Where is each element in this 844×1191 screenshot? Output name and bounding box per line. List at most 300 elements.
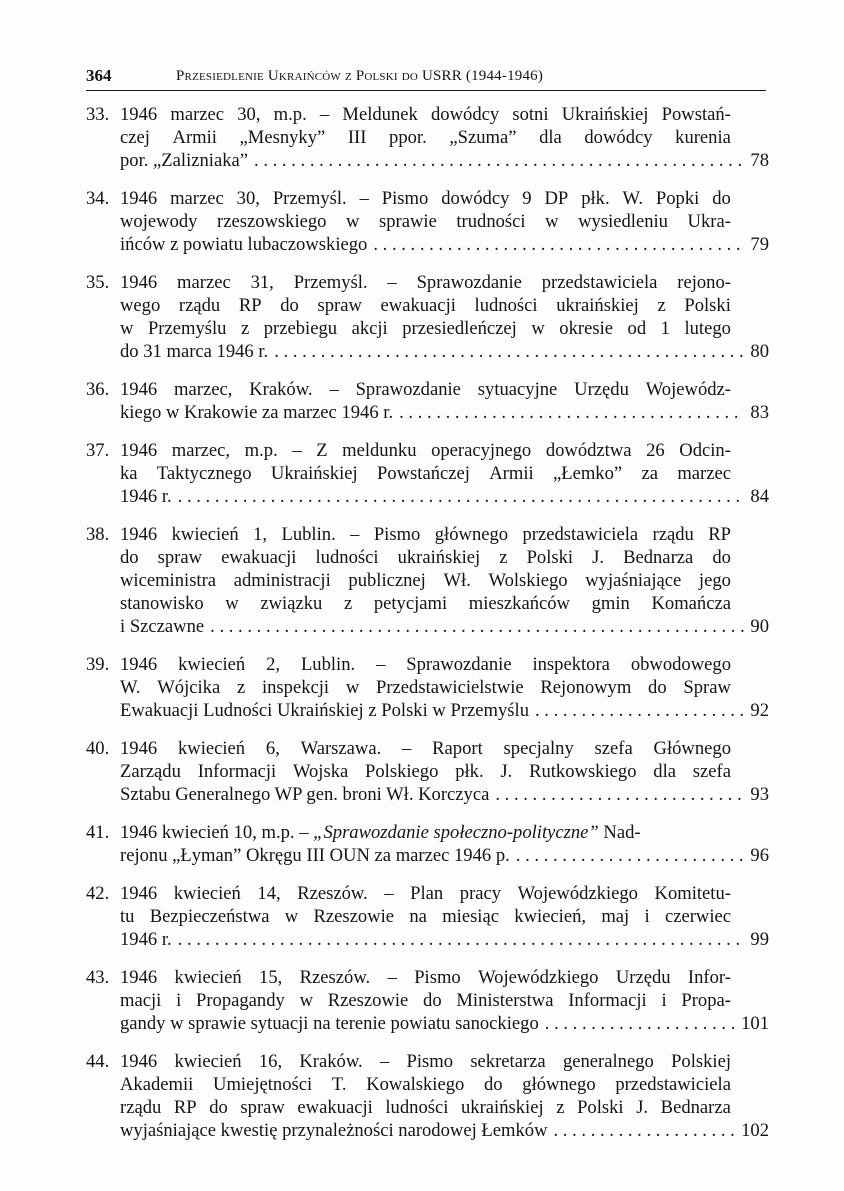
entry-line [120,966,769,989]
word: Wojewódzkiego [517,883,638,904]
word: do [648,677,667,698]
entry-line [120,233,769,256]
word: Pismo [381,188,429,209]
word: m.p. [244,440,278,461]
contents-list [86,103,769,1157]
word: 1946 [120,738,158,759]
word: kwiecień [174,967,242,988]
contents-entry [86,523,769,638]
page-reference: 78 [750,150,769,171]
dot-leader [516,844,745,867]
dot-leader [373,233,744,256]
word: Rejonowym [540,677,632,698]
word: administracji [233,570,331,591]
word: RP [708,524,731,545]
word: dla [539,127,562,148]
word: na [409,906,427,927]
word: Informacji [197,761,277,782]
word: 1, [253,524,268,545]
word: Odcin- [679,440,731,461]
word: z [556,1097,565,1118]
page-reference: 80 [750,341,769,362]
word: Sprawozdanie [416,272,522,293]
dot-leader [554,1119,736,1142]
entry-text: i Szczawne [120,616,205,637]
word: 1946 [120,1051,158,1072]
entry-number: 42. [86,883,110,904]
entry-line [120,1012,769,1035]
word: z [499,547,508,568]
entry-number: 34. [86,188,110,209]
entry-line [120,760,769,783]
word: trudności [456,211,526,232]
word: od [627,318,647,339]
word: dowódcy [441,188,510,209]
contents-entry [86,882,769,951]
entry-line [120,546,769,569]
word: marzec, [171,440,231,461]
word: 26 [646,440,665,461]
word: z [240,318,250,339]
word: głównego [434,524,509,545]
entry-number: 35. [86,272,110,293]
word: Polskiej [671,1051,731,1072]
word: dowódcy [431,104,500,125]
dot-leader [274,340,744,363]
word: – [319,104,330,125]
entry-number: 36. [86,379,110,400]
word: spraw [157,547,203,568]
word: dowództwa [545,440,632,461]
word: spraw [317,295,362,316]
word: Ukraińskiej [270,463,358,484]
word: związku [260,593,323,614]
word: Pismo [373,524,421,545]
word: Ukraińskiej [561,104,649,125]
entry-number: 37. [86,440,110,461]
entry-line [120,126,769,149]
word: ludności [385,1097,449,1118]
word: Głównego [653,738,731,759]
dot-leader [254,149,744,172]
contents-entry [86,966,769,1035]
word: Powstańczej [376,463,470,484]
word: Przemyśl. [293,272,368,293]
word: Informacji [568,990,647,1011]
entry-line [120,569,769,592]
contents-entry [86,271,769,363]
entry-line [120,1096,769,1119]
dot-leader [399,401,744,424]
word: – [292,440,302,461]
page-reference: 83 [750,402,769,423]
word: w [284,906,299,927]
word: rejono- [677,272,731,293]
word: J. [592,547,605,568]
entry-line [120,783,769,806]
word: Powstań- [661,104,731,125]
word: marzec [170,188,224,209]
contents-entry [86,378,769,424]
entry-text: gandy w sprawie sytuacji na terenie powiatu sanockiego [120,1013,539,1034]
word: w [545,211,559,232]
word: stanowisko [120,593,204,614]
entry-text: do 31 marca 1946 r. [120,341,269,362]
entry-number: 43. [86,967,110,988]
word: 30, [237,104,261,125]
word: sotni [512,104,549,125]
word: 15, [259,967,283,988]
word: Armii [172,127,217,148]
running-title: Przesiedlenie Ukraińców z Polski do USRR (1944-1946) [176,68,544,84]
word: w [345,677,360,698]
word: marzec [677,463,731,484]
word: 1946 [120,104,158,125]
word: Pismo [414,967,461,988]
entry-text: por. „Zalizniaka” [120,150,249,171]
word: czej [120,127,150,148]
word: 1946 [120,272,158,293]
word: spraw [240,1097,285,1118]
word: jego [698,570,731,591]
word: z [657,295,666,316]
word: – [387,967,397,988]
entry-line [120,103,769,126]
contents-entry [86,187,769,256]
dot-leader [178,928,745,951]
dot-leader [178,485,745,508]
word: J. [636,1097,649,1118]
word: „Szuma” [449,127,517,148]
word: marzec [170,104,225,125]
word: Popki [655,188,700,209]
word: do [484,1074,503,1095]
word: RP [238,295,262,316]
word: rządu [120,1097,162,1118]
entry-number: 44. [86,1051,110,1072]
entry-line [120,699,769,722]
entry-number: 39. [86,654,110,675]
entry-text: Nad- [598,822,641,843]
word: czerwiec [664,906,731,927]
word: Przemyślu [147,318,227,339]
word: przedstawiciela [541,272,658,293]
word: publicznej [348,570,426,591]
word: DP [544,188,569,209]
word: głównego [522,1074,596,1095]
word: m.p. [273,104,307,125]
word: 9 [522,188,532,209]
word: kwiecień [174,1051,242,1072]
word: – [384,883,394,904]
word: przedstawiciela [522,524,639,545]
page-reference: 93 [750,784,769,805]
entry-line [120,210,769,233]
word: do [712,188,731,209]
entry-line [120,294,769,317]
word: płk. [455,761,484,782]
word: ludności [474,295,538,316]
word: obwodowego [630,654,731,675]
word: ewakuacji [221,547,297,568]
word: Warszawa. [300,738,382,759]
word: 1946 [120,883,158,904]
word: Komitetu- [654,883,731,904]
word: do [209,1097,228,1118]
dot-leader [545,1012,735,1035]
word: płk. [581,188,610,209]
entry-text: 1946 kwiecień 10, m.p. – [120,822,314,843]
word: sprawie [379,211,437,232]
entry-line [120,271,769,294]
contents-entry [86,103,769,172]
entry-line [120,1119,769,1142]
word: 1946 [120,967,158,988]
word: kwiecień, [514,906,587,927]
word: generalnego [562,1051,654,1072]
word: maj [601,906,630,927]
word: sytuacyjne [477,379,558,400]
word: Urzędu [615,967,671,988]
word: lutego [684,318,731,339]
page-reference: 92 [750,700,769,721]
word: Polski [526,547,574,568]
word: 1946 [120,440,158,461]
running-header [86,60,766,91]
word: 1946 [120,654,158,675]
word: przedstawiciela [615,1074,731,1095]
contents-entry [86,821,769,867]
word: kwiecień [173,883,241,904]
entry-number: 41. [86,822,110,843]
word: Polskiego [365,761,439,782]
word: III [347,127,367,148]
word: wojewody [120,211,198,232]
word: do [120,547,139,568]
page-number: 364 [86,66,112,85]
entry-line [120,928,769,951]
word: Przedstawicielstwie [376,677,524,698]
word: – [350,524,360,545]
word: szefa [692,761,731,782]
entry-number: 33. [86,104,110,125]
word: Armii [489,463,534,484]
page-reference: 90 [750,616,769,637]
word: meldunku [342,440,417,461]
word: – [379,1051,390,1072]
word: pracy [459,883,502,904]
word: Akademii [120,1074,194,1095]
entry-text: Sztabu Generalnego WP gen. broni Wł. Korczyca [120,784,490,805]
word: marzec, [174,379,233,400]
entry-line [120,187,769,210]
entry-text: 1946 r. [120,929,172,950]
word: Meldunek [342,104,418,125]
word: w [299,990,313,1011]
word: macji [120,990,162,1011]
word: 1946 [120,188,158,209]
word: w [120,318,134,339]
entry-line [120,737,769,760]
word: operacyjnego [431,440,532,461]
word: 2, [266,654,281,675]
entry-line [120,1073,769,1096]
word: rządu [178,295,221,316]
word: przebiegu [263,318,338,339]
word: Bednarza [623,547,694,568]
word: Bednarza [660,1097,731,1118]
entry-text: ińców z powiatu lubaczowskiego [120,234,368,255]
word: miesiąc [442,906,499,927]
word: T. [331,1074,347,1095]
word: kurenia [675,127,731,148]
word: marzec [177,272,231,293]
contents-entry [86,439,769,508]
word: Polski [577,1097,624,1118]
word: przesiedleńczej [402,318,517,339]
word: Wł. [443,570,471,591]
word: ludności [315,547,379,568]
entry-line [120,1050,769,1073]
word: Rzeszów. [297,883,368,904]
entry-text: wyjaśniające kwestię przynależności narodowej Łemków [120,1120,548,1141]
word: Rzeszów. [299,967,371,988]
word: Wojewódz- [645,379,731,400]
word: Lublin. [300,654,356,675]
word: inspektora [532,654,610,675]
entry-line [120,317,769,340]
word: Rzeszowie [327,990,409,1011]
entry-text: kiego w Krakowie za marzec 1946 r. [120,402,394,423]
word: Spraw [683,677,731,698]
word: – [329,379,339,400]
word: w [346,211,360,232]
word: Sprawozdanie [406,654,512,675]
word: Propagandy [195,990,285,1011]
word: dla [653,761,676,782]
entry-line [120,653,769,676]
word: rządu [652,524,694,545]
entry-text: 1946 r. [120,486,172,507]
word: inspekcji [261,677,330,698]
word: Sprawozdanie [355,379,461,400]
word: Pismo [406,1051,454,1072]
word: Umiejętności [213,1074,313,1095]
word: 1 [660,318,670,339]
word: 1946 [120,524,158,545]
word: do [280,295,299,316]
dot-leader [535,699,744,722]
word: petycjami [373,593,448,614]
entry-line [120,523,769,546]
word: – [402,738,412,759]
word: Ukra- [687,211,731,232]
word: Taktycznego [156,463,252,484]
page-reference: 102 [741,1120,769,1141]
word: Plan [410,883,444,904]
entry-line [120,378,769,401]
word: wyjaśniające [585,570,682,591]
word: Wojska [292,761,349,782]
word: 1946 [120,379,158,400]
word: Z [316,440,328,461]
word: Komańcza [651,593,731,614]
entry-line [120,676,769,699]
word: RP [173,1097,197,1118]
word: Przemyśl. [272,188,347,209]
word: „Mesnyky” [239,127,326,148]
word: Kraków. [249,379,313,400]
word: akcji [351,318,388,339]
word: Urzędu [574,379,629,400]
word: wiceministra [120,570,217,591]
word: gmin [591,593,630,614]
word: – [359,188,369,209]
word: z [236,677,246,698]
word: Rutkowskiego [529,761,637,782]
word: Kowalskiego [366,1074,465,1095]
entry-line [120,592,769,615]
entry-number: 40. [86,738,110,759]
word: W. [120,677,141,698]
word: szefa [594,738,633,759]
word: ka [120,463,138,484]
word: ukraińskiej [397,547,481,568]
entry-line [120,462,769,485]
word: „Łemko” [552,463,623,484]
entry-text: rejonu „Łyman” Okręgu III OUN za marzec 1946 p. [120,845,510,866]
word: 14, [257,883,281,904]
word: i [661,990,667,1011]
entry-line [120,615,769,638]
word: Raport [432,738,483,759]
word: Lublin. [281,524,336,545]
word: tu [120,906,135,927]
word: kwiecień [177,738,246,759]
word: 6, [265,738,280,759]
contents-entry [86,737,769,806]
page-reference: 79 [750,234,769,255]
entry-line [120,401,769,424]
entry-number: 38. [86,524,110,545]
word: ukraińskiej [461,1097,544,1118]
entry-line [120,905,769,928]
entry-line [120,844,769,867]
word: J. [500,761,513,782]
word: okresie [559,318,613,339]
word: Ministerstwa [456,990,554,1011]
page-reference: 96 [750,845,769,866]
word: Zarządu [120,761,181,782]
word: ewakuacji [297,1097,373,1118]
entry-line [120,340,769,363]
word: kwiecień [178,654,246,675]
word: do [712,547,731,568]
word: Propa- [681,990,731,1011]
word: i [176,990,182,1011]
word: i [644,906,650,927]
contents-entry [86,1050,769,1142]
word: rzeszowskiego [217,211,327,232]
word: w [225,593,239,614]
word: dowódcy [584,127,653,148]
word: Wolskiego [488,570,568,591]
word: 31, [250,272,274,293]
word: kwiecień [171,524,239,545]
page-reference: 101 [741,1013,769,1034]
entry-line [120,439,769,462]
word: 30, [236,188,260,209]
